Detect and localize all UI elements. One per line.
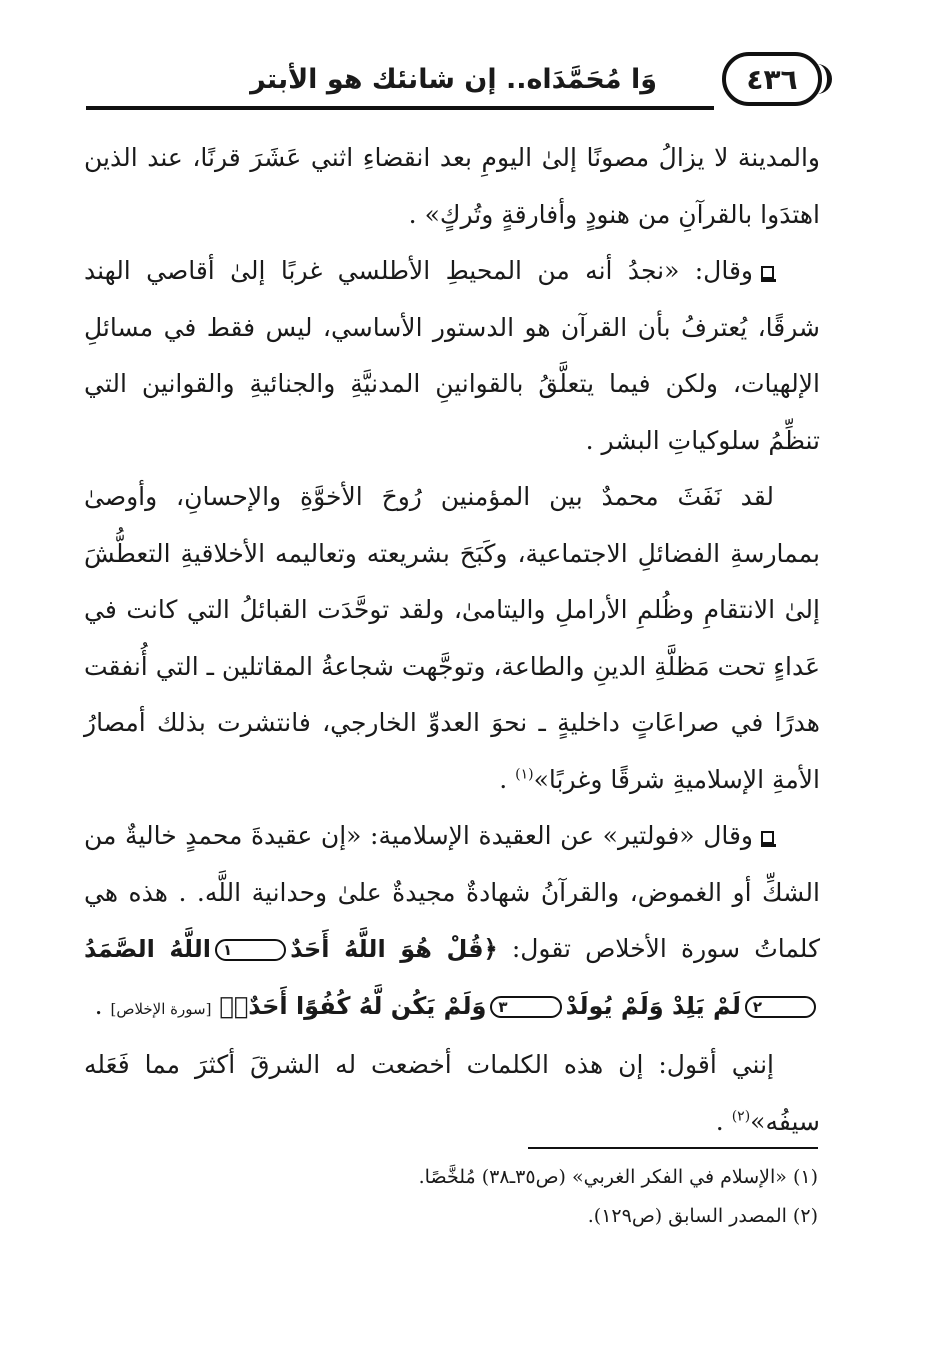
paragraph-5-text: إنني أقول: إن هذه الكلمات أخضعت له الشرقَ أكثرَ مما فَعَله سيفُه» [84, 1050, 820, 1136]
paragraph-3-end: . [499, 764, 516, 794]
main-text [84, 130, 820, 1150]
paragraph-4-end: . [94, 990, 111, 1020]
footnote-1: (١) «الإسلام في الفكر الغربي» (ص٣٥ـ٣٨) مُلخَّصًا. [418, 1166, 818, 1188]
paragraph-4-text: وقال «فولتير» عن العقيدة الإسلامية: «إن عقيدةَ محمدٍ خاليةٌ من الشكِّ أو الغموض، والقرآنُ شهادةٌ مجيدةٌ علىٰ وحدانية اللَّه. . هذه هي كلماتُ سورة الأخلاص تقول: [84, 821, 820, 963]
footnote-ref-2[interactable]: (٢) [731, 1108, 751, 1125]
ayah-number-3: ٣ [490, 996, 561, 1018]
page-header [86, 52, 822, 112]
paragraph-4 [84, 808, 820, 1037]
paragraph-2-text: وقال: «نجدُ أنه من المحيطِ الأطلسي غربًا إلىٰ أقاصي الهند شرقًا، يُعترفُ بأن القرآن هو الدستور الأساسي، ليس فقط في مسائلِ الإلهيات، ولكن فيما يتعلَّقُ بالقوانينِ المدنيَّةِ والجنائيةِ والقوانين التي تنظِّمُ سلوكياتِ البشر . [84, 256, 820, 455]
bullet-icon [761, 266, 774, 279]
quran-close-bracket: ﴾ [219, 991, 234, 1020]
ayah-number-2: ٢ [745, 996, 816, 1018]
footnotes [118, 1158, 818, 1236]
ayah-3: لَمْ يَلِدْ وَلَمْ يُولَدْ [565, 991, 741, 1020]
ayah-number-1: ١ [215, 939, 286, 961]
paragraph-2 [84, 243, 820, 469]
bullet-icon [761, 831, 774, 844]
quran-open-bracket: ﴿ [483, 935, 498, 963]
running-title: وَا مُحَمَّدَاه.. إن شانئك هو الأبتر [250, 64, 657, 95]
footnote-ref-1[interactable]: (١) [515, 766, 534, 783]
header-rule [86, 106, 714, 110]
paragraph-1: والمدينة لا يزالُ مصونًا إلىٰ اليومِ بعد انقضاءِ اثني عَشَرَ قرنًا، عند الذين اهتدَوا بالقرآنِ من هنودٍ وأفارقةٍ وتُركٍ» . [84, 143, 820, 229]
paragraph-3-text: لقد نَفَثَ محمدٌ بين المؤمنين رُوحَ الأخوَّةِ والإحسانِ، وأوصىٰ بممارسةِ الفضائلِ الاجتماعية، وكَبَحَ بشريعته وتعاليمه الأخلاقيةِ التعطُّشَ إلىٰ الانتقامِ وظُلمِ الأراملِ واليتامىٰ، ولقد توحَّدَت القبائلُ التي كانت في عَداءٍ تحت مَظلَّةِ الدينِ والطاعة، وتوجَّهت شجاعةُ المقاتلين ـ التي أُنفقت هدرًا في صراعَاتٍ داخليةٍ ـ نحوَ العدوِّ الخارجي، فانتشرت بذلك أمصارُ الأمةِ الإسلاميةِ شرقًا وغربًا» [84, 482, 820, 794]
ayah-2: اللَّهُ الصَّمَدُ [84, 935, 211, 963]
footnote-separator [528, 1147, 818, 1149]
paragraph-5 [84, 1037, 820, 1150]
paragraph-3 [84, 469, 820, 808]
ayah-1: قُلْ هُوَ اللَّهُ أَحَدٌ [290, 935, 484, 963]
ayah-4: وَلَمْ يَكُن لَّهُ كُفُوًا أَحَدٌۢ [233, 991, 487, 1020]
sura-reference: [سورة الإخلاص] [110, 999, 212, 1018]
paragraph-5-end: . [715, 1106, 732, 1136]
footnote-2: (٢) المصدر السابق (ص١٢٩). [587, 1205, 818, 1227]
page-number: ٤٣٦ [746, 62, 798, 96]
page-number-badge [722, 52, 822, 106]
